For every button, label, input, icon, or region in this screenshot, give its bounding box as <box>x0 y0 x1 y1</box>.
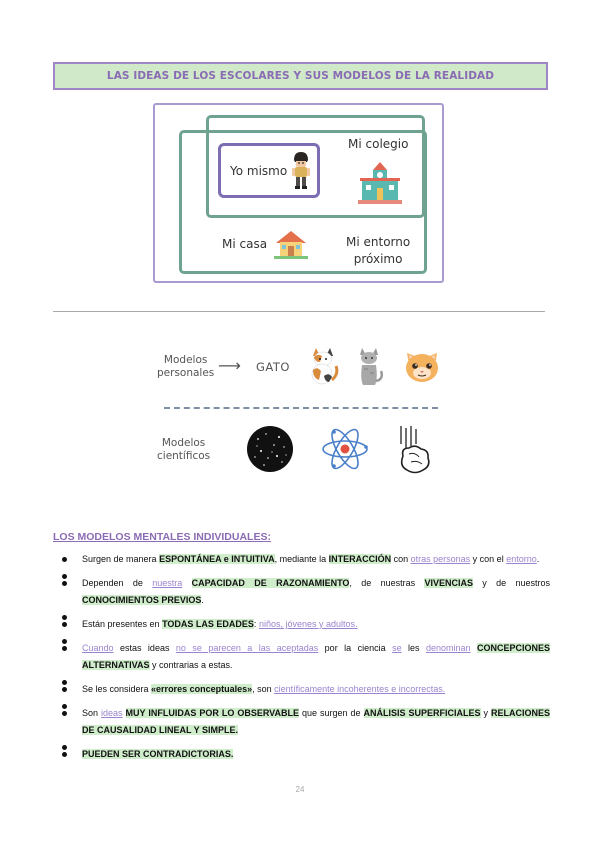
venn-label-yo-mismo: Yo mismo <box>230 164 288 178</box>
modelos-personales-line2: personales <box>157 367 215 379</box>
bullet-list <box>62 551 550 763</box>
text-fragment: , de nuestras <box>349 578 425 588</box>
list-spacer <box>62 674 550 681</box>
link[interactable]: Cuando <box>82 643 114 653</box>
list-spacer <box>62 698 550 705</box>
modelos-personales-line1: Modelos <box>163 354 208 366</box>
text-fragment: les <box>401 643 426 653</box>
text-fragment: . <box>536 554 540 564</box>
starfield-icon <box>246 425 294 473</box>
venn-label-mi-entorno <box>346 234 410 268</box>
text-fragment: con <box>391 554 411 564</box>
venn-label-mi-entorno-line1: Mi entorno <box>346 235 411 249</box>
list-item <box>62 616 550 633</box>
modelos-personales-label <box>157 354 214 380</box>
link[interactable]: otras personas <box>410 554 471 564</box>
highlighted-text: PUEDEN SER CONTRADICTORIAS. <box>82 749 234 759</box>
list-item <box>62 681 550 698</box>
modelos-cientificos-line1: Modelos <box>161 437 206 449</box>
text-fragment: estas ideas <box>113 643 176 653</box>
arrow-right-icon: ⟶ <box>218 356 241 375</box>
text-fragment: y <box>480 708 491 718</box>
text-fragment: : <box>253 619 259 629</box>
highlighted-text: TODAS LAS EDADES <box>162 619 254 629</box>
list-spacer <box>62 739 550 746</box>
atom-icon <box>320 426 370 472</box>
text-fragment: , son <box>252 684 275 694</box>
section-heading: LOS MODELOS MENTALES INDIVIDUALES: <box>53 531 271 543</box>
page-number: 24 <box>295 785 305 794</box>
child-icon <box>289 150 313 190</box>
highlighted-text: CONCEPCIONES ALTERNATIVAS <box>82 643 550 670</box>
list-spacer <box>62 568 550 575</box>
text-fragment: que surgen de <box>299 708 364 718</box>
calico-cat-icon <box>306 344 340 386</box>
list-spacer <box>62 609 550 616</box>
text-fragment: por la ciencia <box>318 643 393 653</box>
link[interactable]: nuestra <box>152 578 183 588</box>
gato-label: GATO <box>256 360 290 374</box>
venn-label-mi-entorno-line2: próximo <box>353 252 403 266</box>
highlighted-text: CAPACIDAD DE RAZONAMIENTO <box>191 578 350 588</box>
list-item <box>62 575 550 609</box>
page-title-text: LAS IDEAS DE LOS ESCOLARES Y SUS MODELOS DE LA REALIDAD <box>106 70 495 82</box>
section-divider <box>53 311 545 312</box>
text-fragment: Son <box>82 708 102 718</box>
list-item <box>62 551 550 568</box>
link[interactable]: niños, jóvenes y adultos. <box>258 619 358 629</box>
page-title <box>53 62 548 90</box>
text-fragment: . <box>201 595 204 605</box>
text-fragment: Están presentes en <box>82 619 163 629</box>
highlighted-text: VIVENCIAS <box>424 578 473 588</box>
text-fragment: Se les considera <box>82 684 152 694</box>
text-fragment: Dependen de <box>82 578 153 588</box>
falling-object-icon <box>395 424 435 476</box>
list-item <box>62 640 550 674</box>
text-fragment: y de nuestros <box>472 578 550 588</box>
highlighted-text: «errores conceptuales» <box>151 684 253 694</box>
cartoon-cat-face-icon <box>401 347 443 385</box>
link[interactable]: no se parecen a las aceptadas <box>175 643 319 653</box>
link[interactable]: entorno <box>506 554 537 564</box>
text-fragment: y con el <box>470 554 507 564</box>
house-icon <box>274 228 308 260</box>
school-icon <box>356 158 404 206</box>
venn-label-mi-colegio: Mi colegio <box>348 137 409 151</box>
highlighted-text: INTERACCIÓN <box>328 554 392 564</box>
list-spacer <box>62 633 550 640</box>
list-item <box>62 746 550 763</box>
link[interactable]: científicamente incoherentes e incorrectas. <box>274 684 446 694</box>
highlighted-text: RELACIONES DE CAUSALIDAD LINEAL Y SIMPLE. <box>82 708 550 735</box>
highlighted-text: ANÁLISIS SUPERFICIALES <box>363 708 481 718</box>
link[interactable]: se <box>392 643 402 653</box>
list-item <box>62 705 550 739</box>
highlighted-text: MUY INFLUIDAS POR LO OBSERVABLE <box>125 708 299 718</box>
text-fragment <box>182 578 191 588</box>
venn-label-mi-casa: Mi casa <box>222 237 268 251</box>
text-fragment: Surgen de manera <box>82 554 160 564</box>
dashed-divider <box>164 407 438 409</box>
highlighted-text: CONOCIMIENTOS PREVIOS <box>82 595 202 605</box>
link[interactable]: ideas <box>101 708 123 718</box>
text-fragment: , mediante la <box>274 554 329 564</box>
modelos-cientificos-label <box>157 437 210 463</box>
grey-cat-icon <box>354 345 384 387</box>
link[interactable]: denominan <box>425 643 471 653</box>
modelos-cientificos-line2: científicos <box>157 450 211 462</box>
text-fragment: y contrarias a estas. <box>149 660 233 670</box>
highlighted-text: ESPONTÁNEA e INTUITIVA <box>159 554 275 564</box>
